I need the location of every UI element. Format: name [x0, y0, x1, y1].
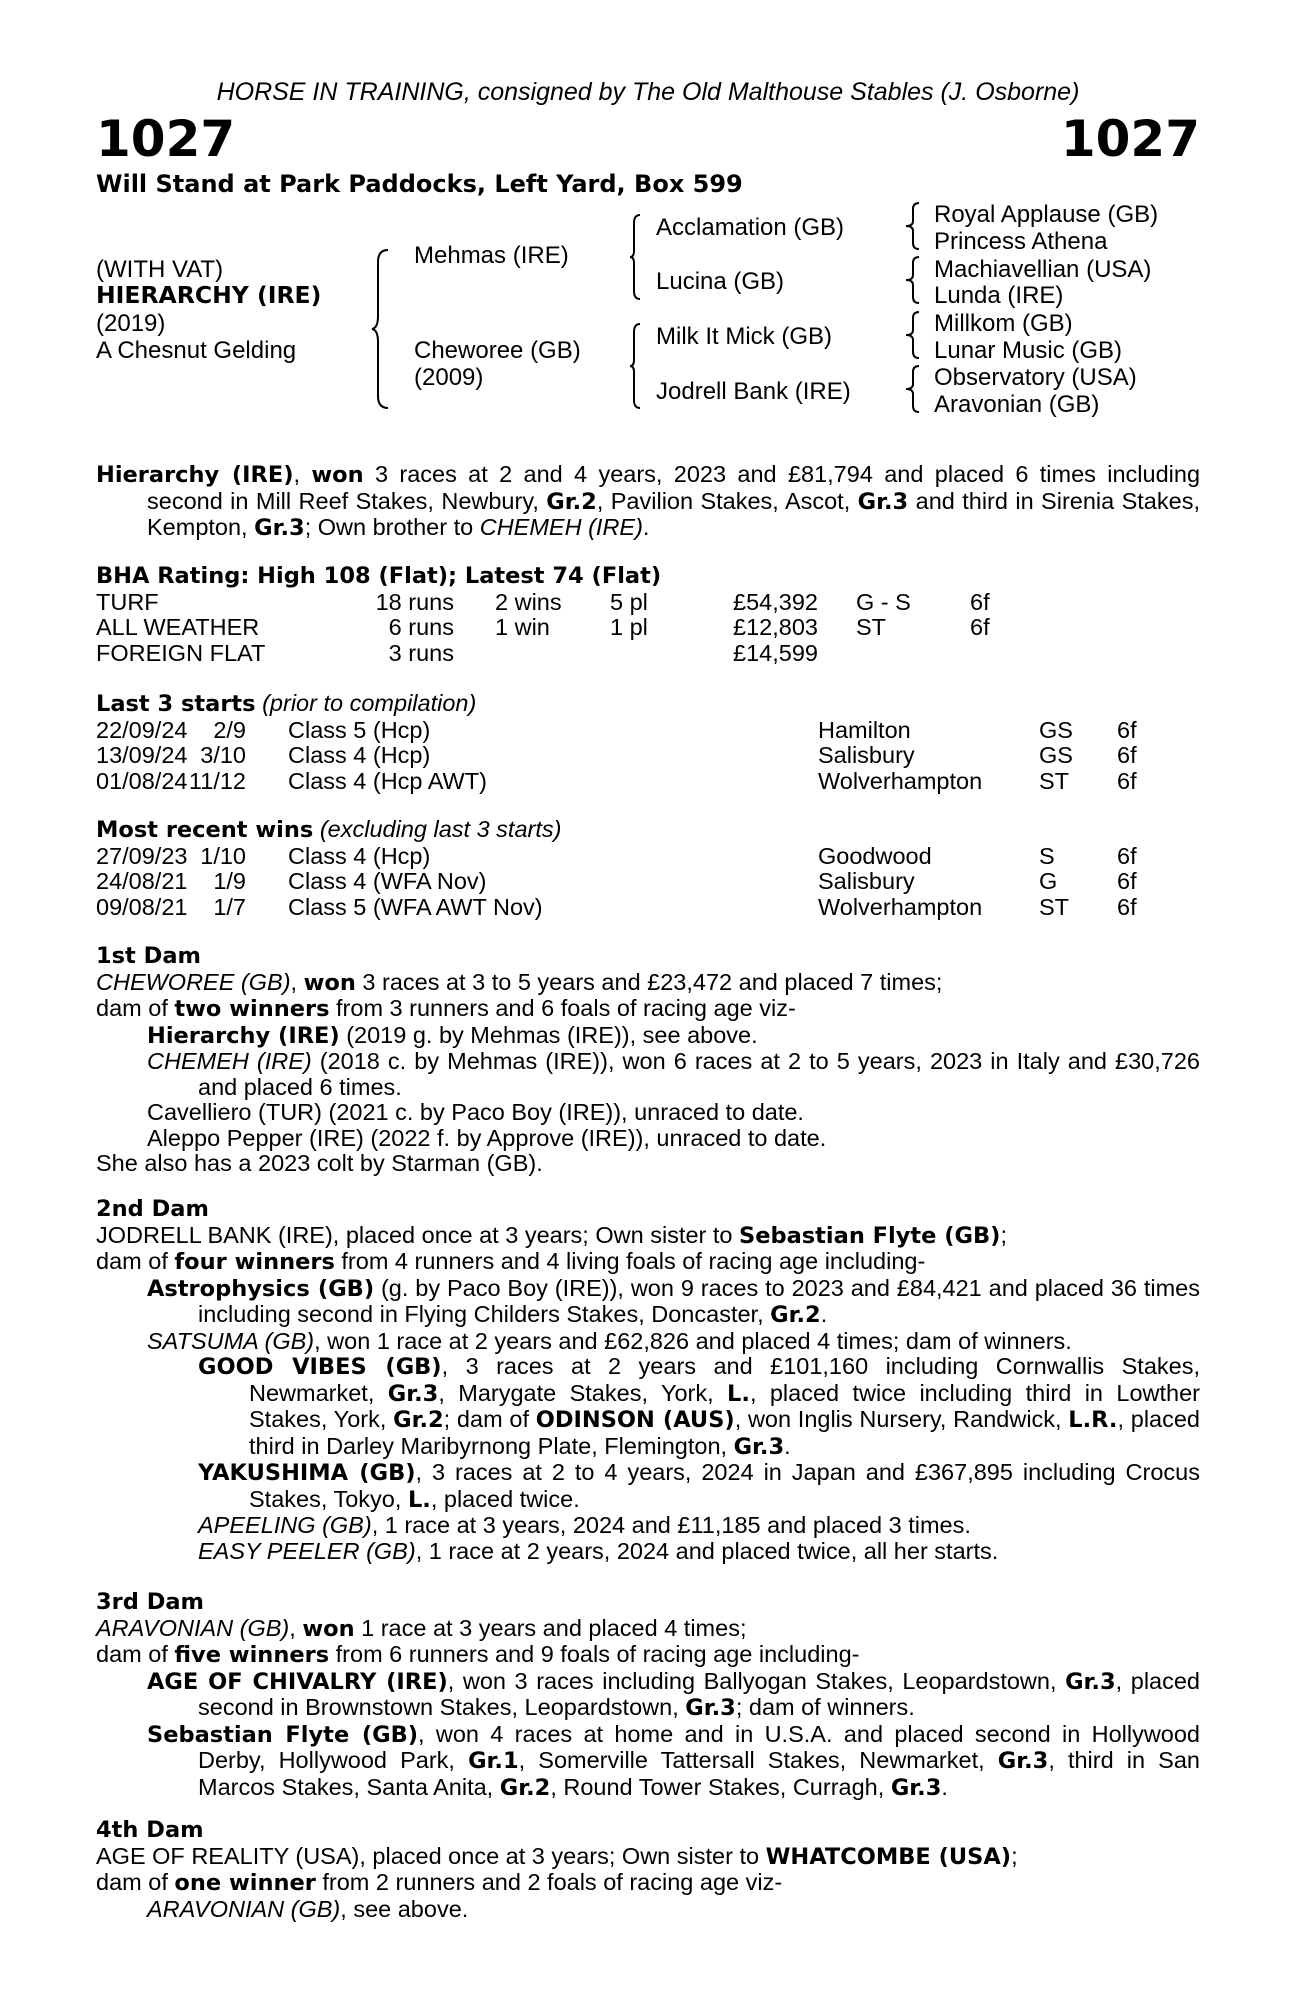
- brace-3c: [904, 310, 922, 360]
- rating-row-cell: TURF: [96, 588, 159, 615]
- rating-row-cell: £12,803: [733, 614, 818, 640]
- recent-row: [96, 895, 1200, 921]
- last3-row-cell: 22/09/24: [96, 716, 188, 743]
- last3-row: [96, 718, 1200, 744]
- second-dam-section: 2nd Dam JODRELL BANK (IRE), placed once at 3 years; Own sister to Sebastian Flyte (GB); dam of four winners from 4 runners and 4 living foals of racing age including- Astrophysics (GB) (g. by Paco Boy (IRE)), won 9 races to 2023 and £84,421 and placed 36 times including second in Flying Childers Stakes, Doncaster, Gr.2. SATSUMA (GB), won 1 race at 2 years and £62,826 and placed 4 times; dam of winners. GOOD VIBES (GB), 3 races at 2 years and £101,160 including Cornwallis Stakes, Newmarket, Gr.3, Marygate Stakes, York, L., placed twice including third in Lowther Stakes, York, Gr.2; dam of ODINSON (AUS), won Inglis Nursery, Randwick, L.R., placed third in Darley Maribyrnong Plate, Flemington, Gr.3. YAKUSHIMA (GB), 3 races at 2 to 4 years, 2024 in Japan and £367,895 including Crocus Stakes, Tokyo, L., placed twice. APEELING (GB), 1 race at 3 years, 2024 and £11,185 and placed 3 times. EASY PEELER (GB), 1 race at 2 years, 2024 and placed twice, all her starts.: [96, 1196, 1200, 1564]
- last3-row-cell: 13/09/24: [96, 742, 188, 768]
- brace-3b: [904, 255, 922, 305]
- ped-dss: Millkom (GB): [934, 310, 1073, 337]
- recent-row-cell: 6f: [1117, 842, 1137, 869]
- dam-dam: Jodrell Bank (IRE): [656, 378, 851, 405]
- last3-row-cell: Hamilton: [818, 716, 911, 743]
- recent-row-cell: G: [1039, 868, 1058, 894]
- rating-row: [96, 615, 1200, 641]
- last3-row-cell: 6f: [1117, 716, 1137, 743]
- last3-row-cell: GS: [1039, 742, 1073, 768]
- last3-row-cell: 01/08/24: [96, 767, 188, 794]
- lot-number-right: 1027: [1060, 110, 1200, 168]
- last3-row-cell: 11/12: [188, 767, 246, 794]
- ped-ddd: Aravonian (GB): [934, 391, 1100, 418]
- sire-dam: Lucina (GB): [656, 268, 785, 295]
- fourth-dam-section: 4th Dam AGE OF REALITY (USA), placed once at 3 years; Own sister to WHATCOMBE (USA); dam of one winner from 2 runners and 2 foals of racing age viz- ARAVONIAN (GB), see above.: [96, 1818, 1200, 1922]
- recent-row-cell: Goodwood: [818, 842, 932, 869]
- last3-row: [96, 769, 1200, 795]
- ped-sdd: Lunda (IRE): [934, 282, 1064, 309]
- last3-row-cell: 3/10: [200, 742, 246, 768]
- dam-year: (2009): [414, 364, 484, 391]
- race-summary: Hierarchy (IRE), won 3 races at 2 and 4 years, 2023 and £81,794 and placed 6 times including second in Mill Reef Stakes, Newbury, Gr.2, Pavilion Stakes, Ascot, Gr.3 and third in Sirenia Stakes, Kempton, Gr.3; Own brother to CHEMEH (IRE).: [96, 461, 1201, 541]
- rating-row-cell: ST: [856, 614, 887, 640]
- last3-row: [96, 743, 1200, 769]
- rating-row-cell: 1 pl: [610, 614, 648, 640]
- recent-row: [96, 869, 1200, 895]
- recent-row-cell: Wolverhampton: [818, 893, 983, 920]
- summary-horse-name: Hierarchy (IRE): [96, 462, 294, 488]
- recent-row-cell: Salisbury: [818, 868, 915, 894]
- rating-row: [96, 641, 1200, 667]
- rating-row-cell: £54,392: [733, 588, 818, 615]
- rating-row-cell: 3 runs: [388, 639, 454, 666]
- recent-row-cell: 1/10: [200, 842, 246, 869]
- rating-row-cell: 6f: [970, 614, 990, 640]
- sire: Mehmas (IRE): [414, 242, 569, 269]
- dam3-title: 3rd Dam: [96, 1589, 204, 1615]
- horse-description: A Chesnut Gelding: [96, 337, 297, 364]
- first-dam-section: 1st Dam CHEWOREE (GB), won 3 races at 3 to 5 years and £23,472 and placed 7 times; dam of two winners from 3 runners and 6 foals of racing age viz- Hierarchy (IRE) (2019 g. by Mehmas (IRE)), see above. CHEMEH (IRE) (2018 c. by Mehmas (IRE)), won 6 races at 2 to 5 years, 2023 in Italy and £30,726 and placed 6 times. Cavelliero (TUR) (2021 c. by Paco Boy (IRE)), unraced to date. Aleppo Pepper (IRE) (2022 f. by Approve (IRE)), unraced to date. She also has a 2023 colt by Starman (GB).: [96, 943, 1200, 1176]
- recent-row-cell: 09/08/21: [96, 893, 188, 920]
- recent-row-cell: 27/09/23: [96, 842, 188, 869]
- last3-row-cell: 6f: [1117, 742, 1137, 768]
- stand-location: Will Stand at Park Paddocks, Left Yard, Box 599: [96, 170, 743, 198]
- recent-row-cell: ST: [1039, 893, 1070, 920]
- last3-row-cell: 6f: [1117, 767, 1137, 794]
- last3-row-cell: 2/9: [213, 716, 246, 743]
- last3-row-cell: Wolverhampton: [818, 767, 983, 794]
- recent-row-cell: 1/7: [213, 893, 246, 920]
- recent-row-cell: S: [1039, 842, 1055, 869]
- recent-row-cell: 6f: [1117, 893, 1137, 920]
- rating-row-cell: FOREIGN FLAT: [96, 639, 266, 666]
- brace-2b: [628, 322, 642, 410]
- ped-dsd: Lunar Music (GB): [934, 337, 1123, 364]
- sire-sire: Acclamation (GB): [656, 214, 845, 241]
- lot-number-left: 1027: [96, 110, 236, 168]
- rating-row-cell: 2 wins: [495, 588, 562, 615]
- brace-2a: [628, 213, 642, 301]
- horse-name: HIERARCHY (IRE): [96, 281, 322, 309]
- last3-row-cell: Class 5 (Hcp): [288, 716, 431, 743]
- ped-sss: Royal Applause (GB): [934, 201, 1159, 228]
- dam-sire: Milk It Mick (GB): [656, 323, 832, 350]
- last3-title: Last 3 starts: [96, 691, 256, 717]
- vat-note: (WITH VAT): [96, 256, 224, 283]
- summary-won: won: [311, 462, 364, 488]
- dam1-title: 1st Dam: [96, 943, 201, 969]
- rating-row-cell: 5 pl: [610, 588, 648, 615]
- rating-row-cell: ALL WEATHER: [96, 614, 260, 640]
- horse-year: (2019): [96, 310, 166, 337]
- recent-row-cell: 24/08/21: [96, 868, 188, 894]
- rating-row: [96, 590, 1200, 616]
- ped-sds: Machiavellian (USA): [934, 256, 1152, 283]
- recent-title: Most recent wins: [96, 817, 314, 843]
- rating-row-cell: £14,599: [733, 639, 818, 666]
- dam4-title: 4th Dam: [96, 1817, 204, 1843]
- dam: Cheworee (GB): [414, 337, 581, 364]
- last3-row-cell: Class 4 (Hcp): [288, 742, 431, 768]
- rating-row-cell: 6f: [970, 588, 990, 615]
- last3-row-cell: ST: [1039, 767, 1070, 794]
- rating-row-cell: 1 win: [495, 614, 550, 640]
- ped-dds: Observatory (USA): [934, 364, 1137, 391]
- bha-rating-section: [96, 564, 1200, 666]
- rating-row-cell: 18 runs: [375, 588, 454, 615]
- recent-row: [96, 844, 1200, 870]
- last-3-starts-section: Last 3 starts (prior to compilation) 22/09/24 2/9 Class 5 (Hcp) Hamilton GS 6f 13/09/24 3/10 Class 4 (Hcp) Salisbury GS 6f 01/08/24 11/12 Class 4 (Hcp AWT) Wolverhampton ST 6f: [96, 691, 1200, 794]
- ped-ssd: Princess Athena: [934, 228, 1108, 255]
- brace-3a: [904, 201, 922, 251]
- recent-row-cell: Class 4 (Hcp): [288, 842, 431, 869]
- summary-brother: CHEMEH (IRE): [479, 514, 643, 540]
- recent-row-cell: Class 5 (WFA AWT Nov): [288, 893, 543, 920]
- last3-row-cell: Salisbury: [818, 742, 915, 768]
- dam2-title: 2nd Dam: [96, 1196, 209, 1222]
- recent-row-cell: 6f: [1117, 868, 1137, 894]
- brace-1: [370, 248, 392, 410]
- rating-row-cell: G - S: [856, 588, 911, 615]
- consignor-line: HORSE IN TRAINING, consigned by The Old Malthouse Stables (J. Osborne): [216, 78, 1080, 106]
- recent-row-cell: Class 4 (WFA Nov): [288, 868, 487, 894]
- bha-rating-title: BHA Rating: High 108 (Flat); Latest 74 (Flat): [96, 563, 662, 589]
- brace-3d: [904, 364, 922, 414]
- recent-row-cell: 1/9: [213, 868, 246, 894]
- last3-row-cell: Class 4 (Hcp AWT): [288, 767, 487, 794]
- recent-wins-section: Most recent wins (excluding last 3 starts) 27/09/23 1/10 Class 4 (Hcp) Goodwood S 6f 24/08/21 1/9 Class 4 (WFA Nov) Salisbury G 6f 09/08/21 1/7 Class 5 (WFA AWT Nov) Wolverhampton ST 6f: [96, 817, 1200, 920]
- rating-row-cell: 6 runs: [388, 614, 454, 640]
- last3-row-cell: GS: [1039, 716, 1073, 743]
- third-dam-section: 3rd Dam ARAVONIAN (GB), won 1 race at 3 years and placed 4 times; dam of five winners from 6 runners and 9 foals of racing age including- AGE OF CHIVALRY (IRE), won 3 races including Ballyogan Stakes, Leopardstown, Gr.3, placed second in Brownstown Stakes, Leopardstown, Gr.3; dam of winners. Sebastian Flyte (GB), won 4 races at home and in U.S.A. and placed second in Hollywood Derby, Hollywood Park, Gr.1, Somerville Tattersall Stakes, Newmarket, Gr.3, third in San Marcos Stakes, Santa Anita, Gr.2, Round Tower Stakes, Curragh, Gr.3.: [96, 1589, 1201, 1801]
